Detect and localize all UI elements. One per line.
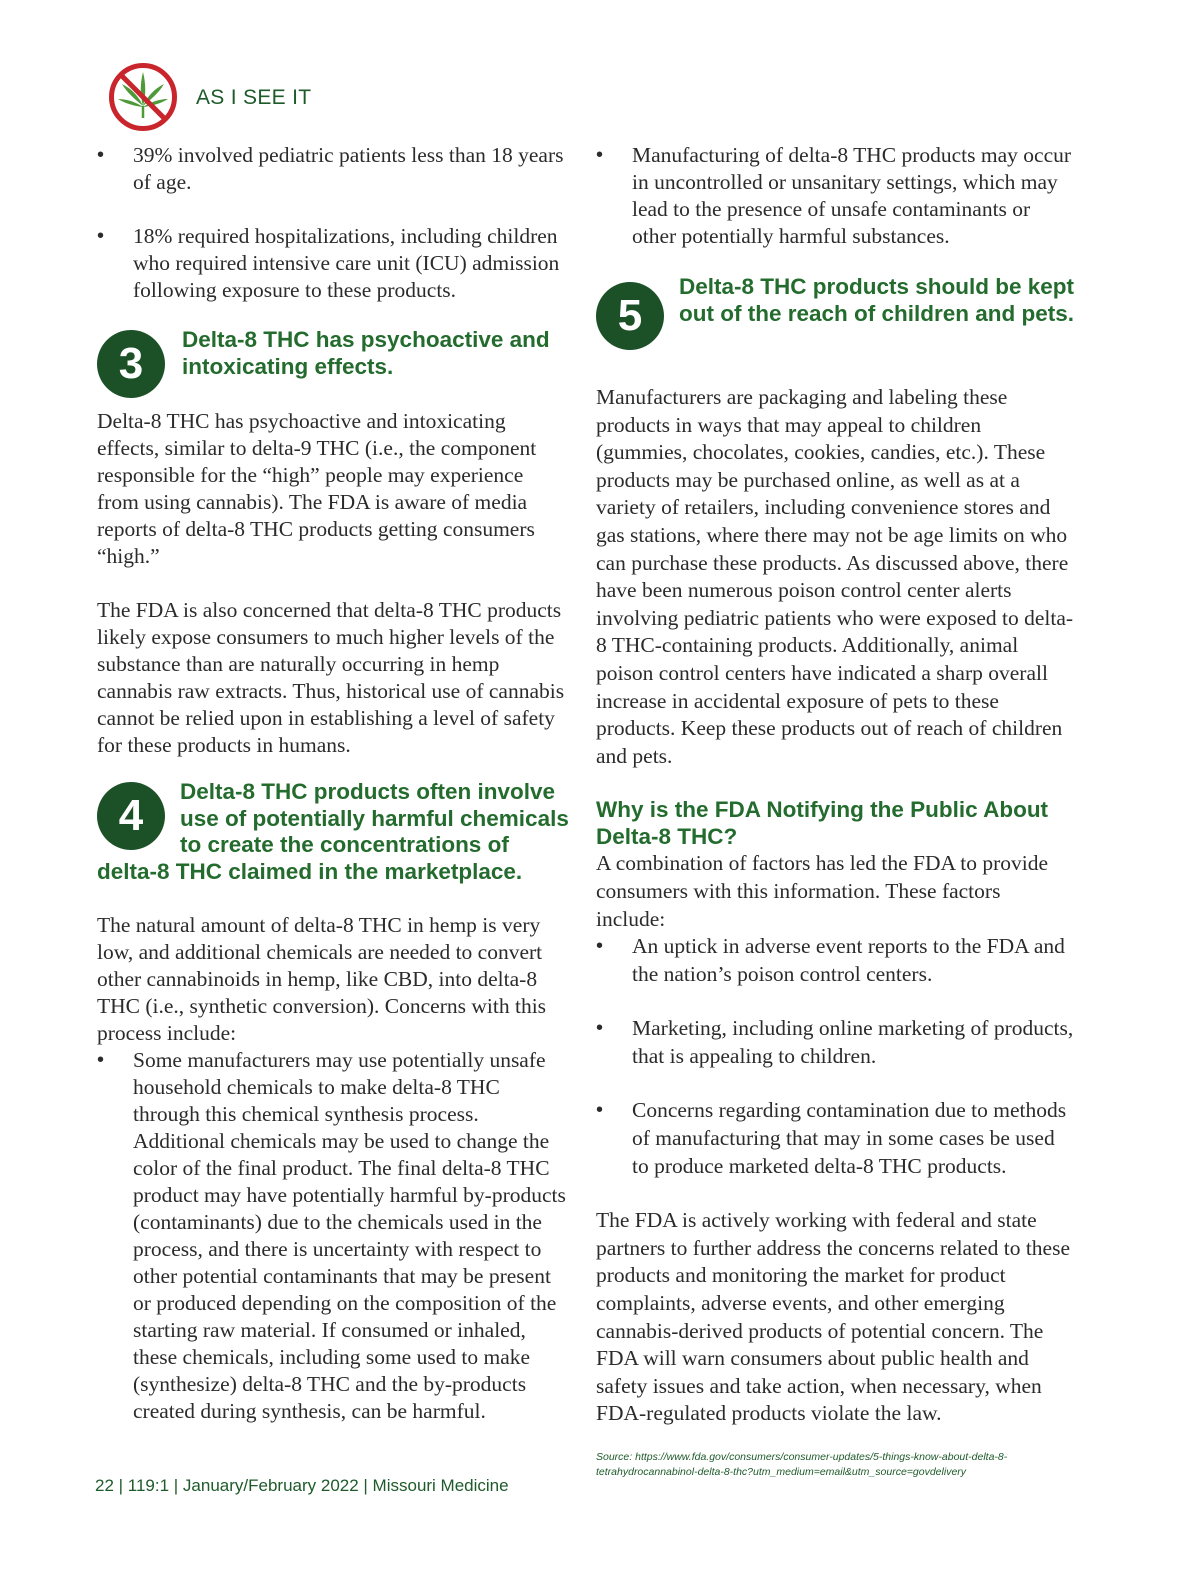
section-number-badge: 4 [97,782,165,850]
source-citation: Source: https://www.fda.gov/consumers/consumer-updates/5-things-know-about-delta-8-tetrahydrocannabinol-delta-8-thc?utm_medium=email&utm_source=govdelivery [596,1451,1008,1478]
section-heading-continued: delta-8 THC claimed in the marketplace. [97,859,523,884]
section-3-heading [97,327,567,401]
list-item: • 39% involved pediatric patients less than 18 years of age. [97,142,567,196]
concerns-bullet-list [97,1047,567,1425]
no-cannabis-icon [108,62,178,132]
section-heading: Delta-8 THC products should be kept out of the reach of children and pets. [679,274,1075,326]
intro-bullet-list [596,142,1074,250]
paragraph: The natural amount of delta-8 THC in hemp is very low, and additional chemicals are needed to convert other cannabinoids in hemp, like CBD, into delta-8 THC (i.e., synthetic conversion). Concerns with this process include: [97,913,547,1045]
section-number-badge: 3 [97,330,165,398]
paragraph: The FDA is actively working with federal and state partners to further address the concerns related to these products and monitoring the market for product complaints, adverse events, and other emerging cannabis-derived products of potential concern. The FDA will warn consumers about public health and safety issues and take action, when necessary, when FDA-regulated products violate the law. [596,1208,1070,1426]
paragraph: Manufacturers are packaging and labeling these products in ways that may appeal to children (gummies, chocolates, cookies, candies, etc.). These products may be purchased online, as well as at a variety of retailers, including convenience stores and gas stations, where there may not be age limits on who can purchase these products. As discussed above, there have been numerous poison control center alerts involving pediatric patients who were exposed to delta-8 THC-containing products. Additionally, animal poison control centers have indicated a sharp overall increase in accidental exposure of pets to these products. Keep these products out of reach of children and pets. [596,385,1074,768]
paragraph: A combination of factors has led the FDA to provide consumers with this information. These factors include: [596,851,1049,931]
list-item: • Concerns regarding contamination due to methods of manufacturing that may in some cases be used to produce marketed delta-8 THC products. [596,1097,1074,1180]
paragraph: Delta-8 THC has psychoactive and intoxicating effects, similar to delta-9 THC (i.e., the component responsible for the “high” people may experience from using cannabis). The FDA is aware of media reports of delta-8 THC products getting consumers “high.” [97,409,537,568]
section-heading: Delta-8 THC has psychoactive and intoxicating effects. [182,327,550,379]
section-heading: Delta-8 THC products often involve use of potentially harmful chemicals to create the concentrations of [180,779,569,857]
paragraph: The FDA is also concerned that delta-8 THC products likely expose consumers to much higher levels of the substance than are naturally occurring in hemp cannabis raw extracts. Thus, historical use of cannabis cannot be relied upon in establishing a level of safety for these products in humans. [97,598,565,757]
section-label: AS I SEE IT [196,86,312,109]
section-number-badge: 5 [596,282,664,350]
left-column [97,142,567,1425]
list-item: • 18% required hospitalizations, including children who required intensive care unit (ICU) admission following exposure to these products. [97,223,567,304]
page-footer: 22 | 119:1 | January/February 2022 | Missouri Medicine [95,1476,509,1495]
right-column [596,142,1074,1480]
section-4-heading [97,779,567,891]
list-item: • Manufacturing of delta-8 THC products may occur in uncontrolled or unsanitary settings, which may lead to the presence of unsafe contaminants or other potentially harmful substances. [596,142,1074,250]
intro-bullet-list [97,142,567,304]
list-item: • An uptick in adverse event reports to the FDA and the nation’s poison control centers. [596,933,1074,988]
factors-bullet-list [596,933,1074,1180]
list-item: • Some manufacturers may use potentially unsafe household chemicals to make delta-8 THC through this chemical synthesis process. Additional chemicals may be used to change the color of the final product. The final delta-8 THC product may have potentially harmful by-products (contaminants) due to the chemicals used in the process, and there is uncertainty with respect to other potential contaminants that may be present or produced depending on the composition of the starting raw material. If consumed or inhaled, these chemicals, including some used to make (synthesize) delta-8 THC and the by-products created during synthesis, can be harmful. [97,1047,567,1425]
list-item: • Marketing, including online marketing of products, that is appealing to children. [596,1015,1074,1070]
section-5-heading [596,274,1074,360]
why-heading: Why is the FDA Notifying the Public About Delta-8 THC? [596,797,1049,850]
